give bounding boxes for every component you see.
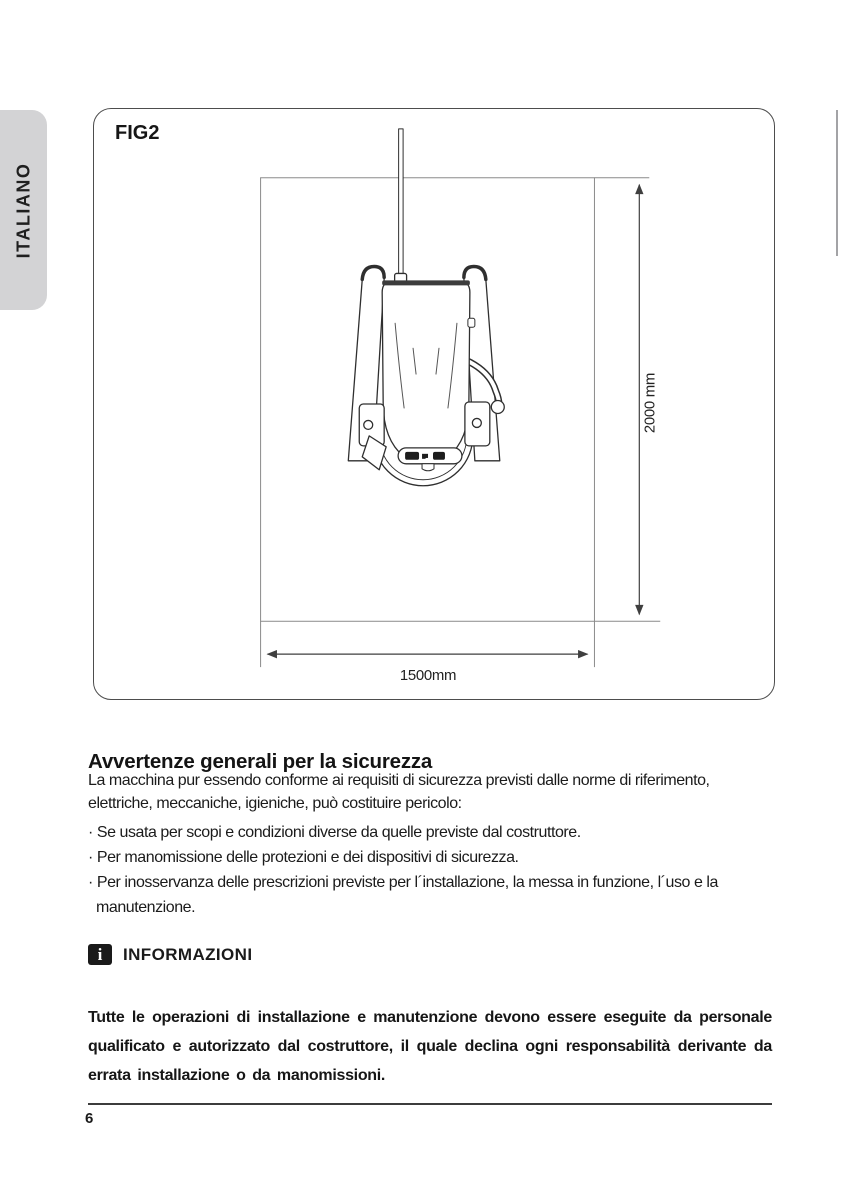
safety-bullet-3: · Per inosservanza delle prescrizioni previste per l´installazione, la messa in funzione, l´uso e la manutenzione. [88, 874, 718, 916]
safety-bullet-1: · Se usata per scopi e condizioni diverse da quelle previste dal costruttore. [88, 824, 581, 841]
machine-body [382, 282, 470, 456]
dim-width-label: 1500mm [399, 667, 457, 685]
figure-2-panel [93, 108, 775, 700]
figure-label: FIG2 [115, 122, 160, 144]
info-heading: INFORMAZIONI [123, 944, 253, 964]
language-tab-label: ITALIANO [13, 162, 33, 258]
machine-body-top-bar [382, 280, 470, 285]
safety-intro: La macchina pur essendo conforme ai requisiti di sicurezza previsti dalle norme di riferimento, elettriche, meccaniche, igieniche, può costituire pericolo: [88, 772, 710, 812]
figure-2-drawing [94, 109, 774, 699]
machine-left-plate-hole [364, 420, 373, 429]
language-tab-italiano [0, 110, 47, 310]
info-header-row [88, 944, 252, 965]
machine-side-nub [468, 318, 475, 327]
dim-height-label: 2000 mm [641, 372, 659, 434]
machine-pole [399, 129, 403, 277]
page-edge-line [836, 110, 838, 256]
machine-base-tab [422, 464, 434, 471]
footer-divider [88, 1103, 772, 1105]
section-heading: Avvertenze generali per la sicurezza [88, 750, 433, 773]
machine-handle-knob [491, 401, 504, 414]
safety-text-block [88, 770, 776, 920]
machine-top-view [348, 129, 504, 486]
page-number: 6 [85, 1110, 94, 1127]
info-body-text: Tutte le operazioni di installazione e manutenzione devono essere eseguite da personale qualificato e autorizzato dal costruttore, il quale declina ogni responsabilità derivante da errata installazione o da manomissioni. [88, 1009, 772, 1084]
info-icon: i [88, 944, 112, 965]
safety-bullet-2: · Per manomissione delle protezioni e dei dispositivi di sicurezza. [88, 849, 519, 866]
machine-right-plate-hole [472, 418, 481, 427]
